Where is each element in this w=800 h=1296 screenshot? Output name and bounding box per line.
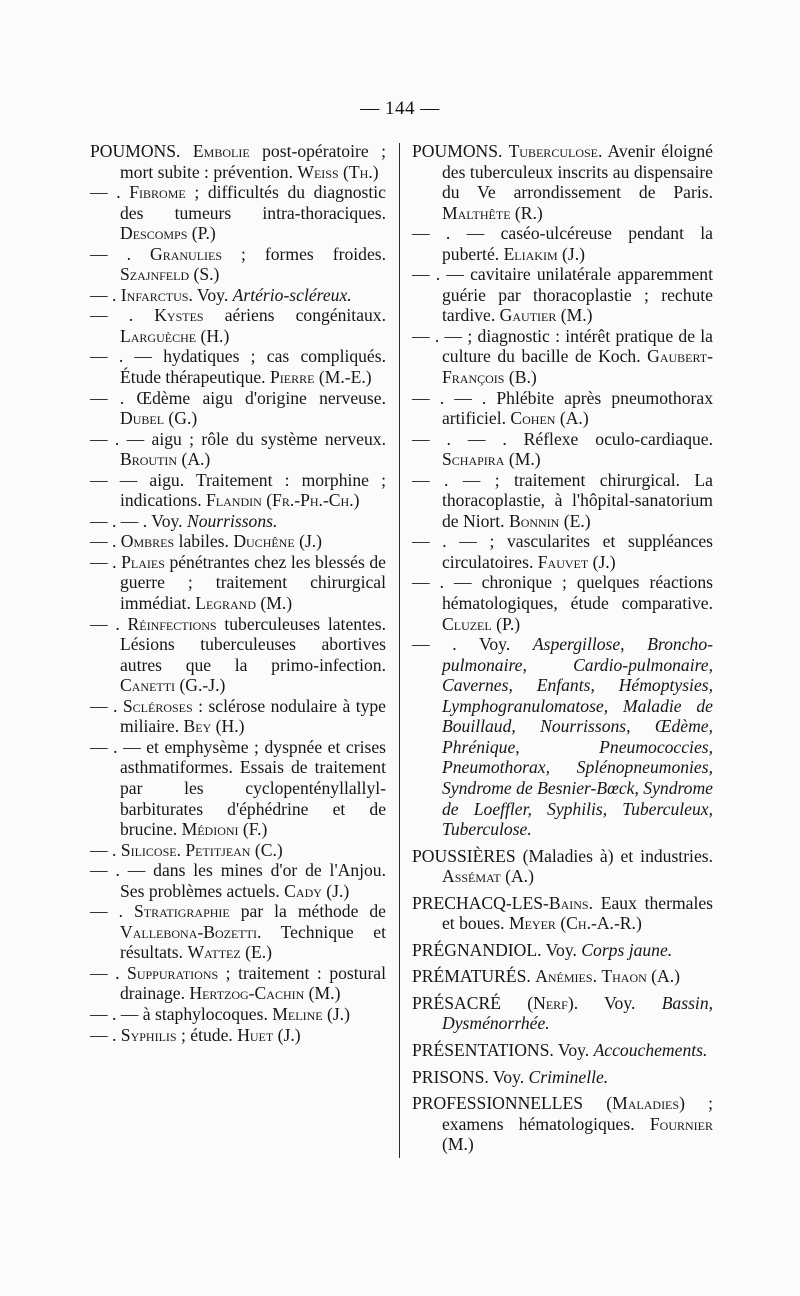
entry-text: — . — . Voy.	[90, 510, 187, 531]
entry-text: PRÉSACRÉ (	[412, 992, 534, 1013]
entry-smallcaps-text: Hertzog-Cachin (M.)	[189, 983, 341, 1004]
index-entry	[412, 1067, 713, 1088]
entry-text: . Avenir éloigné des tuberculeux inscrits au dispensaire du Ve arrondissement de Paris.	[442, 141, 713, 203]
index-entry	[90, 696, 386, 737]
index-entry	[412, 1093, 713, 1155]
entry-smallcaps-text: Anémies	[535, 966, 593, 987]
entry-smallcaps-text: Ombres	[120, 531, 175, 552]
index-entry	[90, 429, 386, 470]
entry-smallcaps-text: Fibrome	[129, 182, 186, 203]
entry-smallcaps-text: Fournier (M.)	[442, 1113, 713, 1155]
entry-smallcaps-text: Dubel (G.)	[120, 408, 198, 429]
right-column	[412, 141, 713, 1155]
index-entry	[412, 940, 713, 961]
index-entry	[90, 1025, 386, 1046]
entry-smallcaps-text: Cluzel (P.)	[442, 613, 521, 634]
entry-text: — .	[90, 695, 123, 716]
entry-text: — .	[90, 305, 155, 326]
entry-smallcaps-text: Larguèche (H.)	[120, 325, 230, 346]
entry-text: — .	[90, 962, 128, 983]
entry-text: ). Voy.	[567, 992, 662, 1013]
index-entry	[90, 388, 386, 429]
entry-text: PRÉGNANDIOL. Voy.	[412, 939, 582, 960]
index-entry	[90, 901, 386, 963]
left-column	[90, 141, 386, 1045]
entry-smallcaps-text: Weiss (Th.)	[297, 161, 379, 182]
index-entry	[412, 993, 713, 1034]
entry-smallcaps-text: Broutin (A.)	[120, 449, 211, 470]
index-entry	[412, 326, 713, 388]
entry-text: . Voy.	[188, 284, 233, 305]
entry-smallcaps-text: Silicose	[120, 839, 177, 860]
entry-smallcaps-text: Fauvet (J.)	[537, 551, 616, 572]
index-entry	[90, 182, 386, 244]
entry-text: PRÉSENTATIONS. Voy.	[412, 1039, 594, 1060]
entry-smallcaps-text: Malthête (R.)	[442, 202, 543, 223]
entry-smallcaps-text: Thaon (A.)	[601, 966, 680, 987]
index-entry	[412, 470, 713, 532]
entry-smallcaps-text: Granulies	[149, 243, 223, 264]
entry-text: — .	[90, 901, 134, 922]
entry-smallcaps-text: Kystes	[154, 305, 204, 326]
entry-italic-text: Accouchements.	[593, 1039, 708, 1060]
entry-smallcaps-text: Descomps (P.)	[120, 223, 216, 244]
entry-text: — . — cavitaire unilatérale apparemment guérie par thoracoplastie ; rechute tardive.	[412, 264, 713, 326]
entry-text: — .	[90, 839, 121, 860]
entry-text: tuberculeuses latentes. Lésions tuberculeuses abortives autres que la primo-infection.	[120, 613, 386, 675]
entry-text: ; difficultés du diagnostic des tumeurs intra-thoraciques.	[120, 182, 386, 223]
entry-text: pénétrantes chez les blessés de guerre ; traitement chirurgical immédiat.	[120, 551, 386, 614]
entry-smallcaps-text: Cohen (A.)	[510, 408, 589, 429]
entry-text: ; traitement : postural drainage.	[120, 962, 387, 1004]
entry-text: — . — . Phlébite après pneumothorax artificiel.	[412, 387, 713, 429]
entry-smallcaps-text: Réinfections	[127, 613, 217, 634]
entry-smallcaps-text: Pierre (M.-E.)	[269, 367, 372, 388]
index-entry	[90, 737, 386, 840]
entry-smallcaps-text: Syphilis	[120, 1024, 177, 1045]
entry-text: — .	[90, 243, 150, 264]
entry-smallcaps-text: Stratigraphie	[133, 901, 230, 922]
entry-text: ; étude.	[176, 1024, 238, 1045]
entry-text: — . — à staphylocoques.	[90, 1003, 273, 1024]
entry-text: — . — caséo-ulcéreuse pendant la puberté.	[412, 223, 713, 264]
entry-smallcaps-text: Vallebona-Bozetti	[120, 921, 257, 942]
entry-smallcaps-text: Bains	[548, 892, 589, 913]
entry-smallcaps-text: Maladies	[612, 1093, 680, 1114]
entry-smallcaps-text: Infarctus	[120, 284, 189, 305]
index-entry	[90, 470, 386, 511]
entry-text: PRISONS. Voy.	[412, 1066, 529, 1087]
entry-smallcaps-text: Cady (J.)	[284, 880, 350, 901]
entry-italic-text: Artério-scléreux.	[232, 284, 352, 305]
entry-smallcaps-text: Petitjean (C.)	[185, 839, 283, 860]
entry-smallcaps-text: Legrand (M.)	[195, 593, 293, 614]
entry-italic-text: Nourrissons.	[186, 510, 278, 531]
entry-smallcaps-text: Bonnin (E.)	[508, 510, 591, 531]
entry-smallcaps-text: Bey (H.)	[183, 716, 245, 737]
index-entry	[90, 963, 386, 1004]
entry-text: : sclérose nodulaire à type miliaire.	[120, 695, 386, 737]
index-entry	[412, 846, 713, 887]
index-entry	[412, 893, 713, 934]
entry-smallcaps-text: Gaubert-François (B.)	[442, 346, 713, 388]
index-entry	[90, 346, 386, 387]
index-entry	[412, 966, 713, 987]
entry-text: — .	[90, 531, 121, 552]
index-entry	[412, 1040, 713, 1061]
entry-text: ) ; examens hématologiques.	[442, 1093, 713, 1134]
entry-italic-text: Criminelle.	[528, 1066, 609, 1087]
index-entry	[90, 285, 386, 306]
entry-text: — . — chronique ; quelques réactions hématologiques, étude comparative.	[412, 572, 713, 614]
entry-smallcaps-text: Tuberculose	[508, 141, 598, 161]
entry-text: par la méthode de	[229, 901, 386, 922]
entry-smallcaps-text: Duchêne (J.)	[233, 531, 323, 552]
entry-text: POUSSIÈRES (Maladies à) et industries.	[412, 845, 713, 866]
index-entry	[412, 572, 713, 634]
entry-text: — .	[90, 182, 130, 203]
entry-text: — . — aigu ; rôle du système nerveux.	[90, 428, 386, 449]
entry-text: PROFESSIONNELLES (	[412, 1093, 613, 1114]
index-entry	[412, 264, 713, 326]
entry-smallcaps-text: Wattez (E.)	[187, 942, 272, 963]
entry-smallcaps-text: Assémat (A.)	[442, 866, 534, 887]
entry-text: PRECHACQ-LES-	[412, 892, 549, 913]
entry-text: — .	[90, 284, 121, 305]
index-entry	[90, 840, 386, 861]
entry-smallcaps-text: Szajnfeld (S.)	[120, 264, 220, 285]
entry-smallcaps-text: Plaies	[121, 551, 165, 572]
index-entry	[90, 531, 386, 552]
entry-text: .	[592, 966, 602, 987]
index-entry	[90, 552, 386, 614]
entry-text: POUMONS.	[412, 141, 509, 161]
entry-text: ; formes froides.	[222, 243, 386, 264]
entry-text: — . — ; traitement chirurgical. La thoracoplastie, à l'hôpital-sanatorium de Niort.	[412, 469, 713, 531]
entry-smallcaps-text: Eliakim (J.)	[503, 243, 585, 264]
entry-smallcaps-text: Huet (J.)	[237, 1024, 301, 1045]
entry-text: — . — . Réflexe oculo-cardiaque.	[412, 428, 713, 449]
entry-smallcaps-text: Nerf	[533, 992, 568, 1013]
column-divider	[399, 143, 400, 1158]
index-entry	[90, 511, 386, 532]
entry-text: .	[176, 839, 186, 860]
entry-text: — . Œdème aigu d'origine nerveuse.	[90, 387, 386, 408]
entry-italic-text: Bassin, Dysménorrhée.	[442, 992, 714, 1034]
entry-text: — . — ; diagnostic : intérêt pratique de la culture du bacille de Koch.	[412, 325, 713, 367]
entry-smallcaps-text: Canetti (G.-J.)	[120, 675, 226, 696]
entry-smallcaps-text: Scléroses	[122, 695, 193, 716]
entry-text: aériens congénitaux.	[203, 305, 386, 326]
entry-text: — . — et emphysème ; dyspnée et crises asthmatiformes. Essais de traitement par les cyclopentényllallyl-barbiturates d'éphédrine et de brucine.	[90, 736, 386, 840]
entry-text: . Technique et résultats.	[120, 921, 386, 963]
entry-smallcaps-text: Flandin (Fr.-Ph.-Ch.)	[206, 490, 360, 511]
index-entry	[412, 223, 713, 264]
entry-text: post-opératoire ; mort subite : prévention.	[120, 141, 386, 182]
index-entry	[90, 860, 386, 901]
entry-text: — . — ; vascularites et suppléances circulatoires.	[412, 531, 713, 572]
entry-smallcaps-text: Meyer (Ch.-A.-R.)	[508, 913, 642, 934]
index-entry	[90, 141, 386, 182]
entry-italic-text: Corps jaune.	[581, 939, 673, 960]
index-entry	[412, 141, 713, 223]
index-entry	[412, 634, 713, 839]
index-entry	[412, 388, 713, 429]
entry-text: — . — dans les mines d'or de l'Anjou. Ses problèmes actuels.	[90, 860, 386, 901]
entry-smallcaps-text: Gautier (M.)	[499, 305, 593, 326]
entry-text: — .	[90, 613, 128, 634]
page-number: — 144 —	[360, 98, 440, 119]
entry-text: — — aigu. Traitement : morphine ; indications.	[90, 469, 386, 511]
index-entry	[90, 244, 386, 285]
index-entry	[412, 429, 713, 470]
index-entry	[90, 1004, 386, 1025]
index-entry	[90, 614, 386, 696]
entry-text: labiles.	[174, 531, 234, 552]
entry-text: . Eaux thermales et boues.	[442, 892, 713, 934]
entry-text: — . Voy.	[412, 634, 533, 655]
entry-text: POUMONS.	[90, 141, 193, 161]
index-entry	[90, 305, 386, 346]
entry-smallcaps-text: Meline (J.)	[272, 1003, 350, 1024]
entry-smallcaps-text: Schapira (M.)	[442, 449, 541, 470]
entry-text: — .	[90, 1024, 121, 1045]
entry-italic-text: Aspergillose, Broncho-pulmonaire, Cardio-pulmonaire, Cavernes, Enfants, Hémoptysies, Lymphogranulomatose, Maladie de Bouillaud, Nourrissons, Œdème, Phrénique, Pneumococcies, Pneumothorax, Splénopneumonies, Syndrome de Besnier-Bœck, Syndrome de Loeffler, Syphilis, Tuberculeux, Tuberculose.	[442, 634, 713, 840]
entry-smallcaps-text: Suppurations	[127, 962, 219, 983]
entry-smallcaps-text: Embolie	[192, 141, 250, 161]
index-entry	[412, 531, 713, 572]
entry-text: — .	[90, 551, 122, 572]
entry-text: PRÉMATURÉS.	[412, 966, 536, 987]
entry-text: — . — hydatiques ; cas compliqués. Étude thérapeutique.	[90, 346, 386, 388]
entry-smallcaps-text: Médioni (F.)	[181, 819, 268, 840]
